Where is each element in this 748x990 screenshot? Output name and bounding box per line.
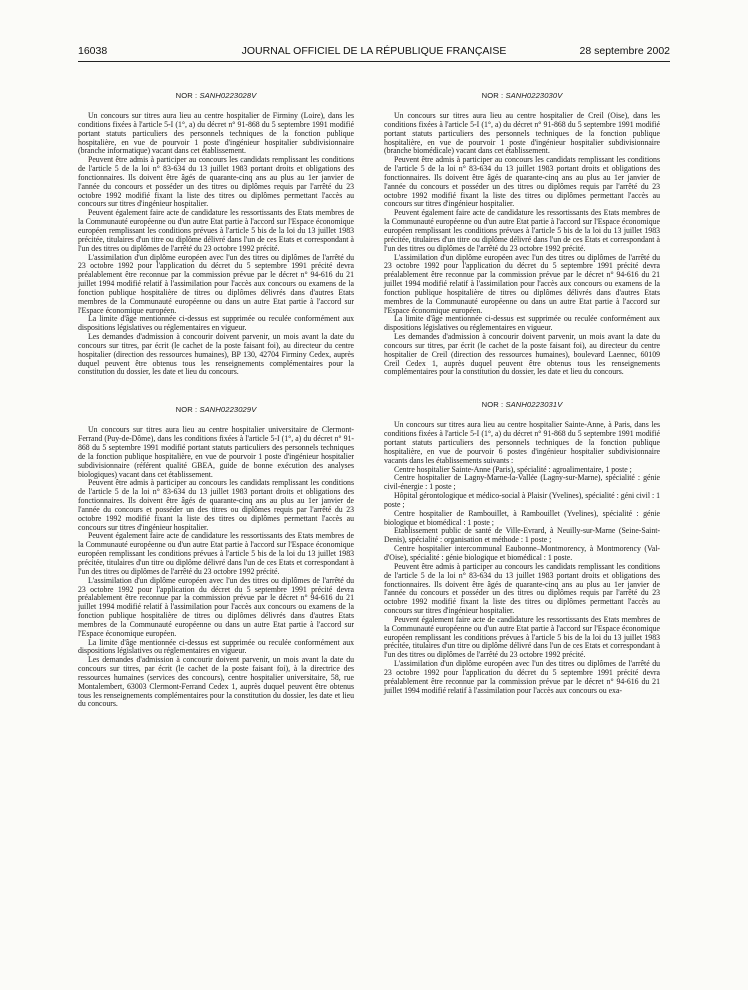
establishment-item: Centre hospitalier intercommunal Eaubonne–Montmorency, à Montmorency (Val-d'Oise), spécialité : génie biologique et biomédical : 1 poste. <box>384 544 660 562</box>
establishment-item: Centre hospitalier Sainte-Anne (Paris), spécialité : agroalimentaire, 1 poste ; <box>394 464 632 474</box>
issue-date: 28 septembre 2002 <box>579 45 670 57</box>
nor-code: SANH0223030V <box>505 91 563 100</box>
notice-paragraph: Les demandes d'admission à concourir doivent parvenir, un mois avant la date du concours sur titres, par écrit (le cachet de la poste faisant foi), au directeur du centre hospitalier (direction des ressources humaines), BP 130, 42704 Firminy Cedex, auprès duquel peuvent être obtenus tous les renseignements complémentaires pour la constitution du dossier, les date et lieu du concours. <box>78 332 354 377</box>
notice-paragraph: La limite d'âge mentionnée ci-dessus est supprimée ou reculée conformément aux dispositions législatives ou réglementaires en vigueur. <box>384 314 660 333</box>
notice-separator <box>384 377 660 399</box>
nor-label: NOR : <box>481 400 504 410</box>
notice-paragraph: Les demandes d'admission à concourir doivent parvenir, un mois avant la date du concours sur titres, par écrit (le cachet de la poste faisant foi), à la directrice des ressources humaines (services des concours), centre hospitalier universitaire, 58, rue Montalembert, 63003 Clermont-Ferrand Cedex 1, auprès duquel peuvent être obtenus tous les renseignements complémentaires pour la constitution du dossier, les date et lieu du concours. <box>78 655 354 709</box>
notice-paragraph: L'assimilation d'un diplôme européen avec l'un des titres ou diplômes de l'arrêté du 23 octobre 1992 pour l'application du décret du 5 septembre 1991 précité devra préalablement être reconnue par la commission prévue par le décret n° 94-616 du 21 juillet 1994 modifié relatif à l'assimilation pour l'accès aux concours ou examens de la fonction publique hospitalière de titres ou diplômes délivrés dans d'autres Etats membres de la Communauté européenne ou dans un autre Etat partie à l'accord sur l'Espace économique européen. <box>78 252 354 315</box>
notice-paragraph: La limite d'âge mentionnée ci-dessus est supprimée ou reculée conformément aux dispositions législatives ou réglementaires en vigueur. <box>78 314 354 333</box>
notice-paragraph: L'assimilation d'un diplôme européen avec l'un des titres ou diplômes de l'arrêté du 23 octobre 1992 pour l'application du décret du 5 septembre 1991 précité devra préalablement être reconnue par la commission prévue par le décret n° 94-616 du 21 juillet 1994 modifié relatif à l'assimilation pour l'accès aux concours ou examens de la fonction publique hospitalière de titres ou diplômes délivrés dans d'autres Etats membres de la Communauté européenne ou dans un autre Etat partie à l'accord sur l'Espace économique européen. <box>78 575 354 638</box>
notice-paragraph: L'assimilation d'un diplôme européen avec l'un des titres ou diplômes de l'arrêté du 23 octobre 1992 pour l'application du décret du 5 septembre 1991 précité devra préalablement être reconnue par la commission prévue par le décret n° 94-616 du 21 juillet 1994 modifié relatif à l'assimilation pour l'accès aux concours ou examens de la fonction publique hospitalière de titres ou diplômes délivrés dans d'autres Etats membres de la Communauté européenne ou dans un autre Etat partie à l'accord sur l'Espace économique européen. <box>384 252 660 315</box>
header-rule <box>78 61 670 62</box>
notice-sanh0223030v <box>384 90 660 377</box>
establishment-item: Centre hospitalier de Rambouillet, à Rambouillet (Yvelines), spécialité : génie biologique et biomédical : 1 poste ; <box>384 508 660 527</box>
notice-paragraph: Un concours sur titres aura lieu au centre hospitalier de Creil (Oise), dans les conditions fixées à l'article 5-I (1°, a) du décret n° 91-868 du 5 septembre 1991 modifié portant statuts particuliers des personnels techniques de la fonction publique hospitalière, en vue de pourvoir 1 poste d'ingénieur hospitalier subdivisionnaire (branche biomédicale) vacant dans cet établissement. <box>384 111 660 156</box>
notice-paragraph: Peuvent être admis à participer au concours les candidats remplissant les conditions de l'article 5 de la loi n° 83-634 du 13 juillet 1983 portant droits et obligations des fonctionnaires. Ils doivent être âgés de quarante-cinq ans au plus au 1er janvier de l'année du concours et posséder un des titres ou diplômes requis par l'arrêté du 23 octobre 1992 modifié fixant la liste des titres ou diplômes permettant l'accès au concours sur titres d'ingénieur hospitalier. <box>78 155 354 209</box>
notice-sanh0223028v <box>78 90 354 377</box>
establishment-item: Hôpital gérontologique et médico-social à Plaisir (Yvelines), spécialité : géni civil : 1 poste ; <box>384 491 660 509</box>
notice-paragraph: Peuvent également faire acte de candidature les ressortissants des Etats membres de la Communauté européenne ou d'un autre Etat partie à l'accord sur l'Espace économique européen remplissant les conditions prévues à l'article 5 bis de la loi du 13 juillet 1983 précitée, titulaires d'un titre ou diplôme délivré dans l'un de ces Etats et correspondant à l'un des titres ou diplômes de l'arrêté du 23 octobre 1992 précité. <box>78 208 354 253</box>
notice-paragraph: Les demandes d'admission à concourir doivent parvenir, un mois avant la date du concours sur titres, par écrit (le cachet de la poste faisant foi), au directeur du centre hospitalier de Creil (direction des ressources humaines), boulevard Laennec, 60109 Creil Cedex 1, auprès duquel peuvent être obtenus tous les renseignements complémentaires pour la constitution du dossier, les date et lieu du concours. <box>384 332 660 377</box>
notice-paragraph: L'assimilation d'un diplôme européen avec l'un des titres ou diplômes de l'arrêté du 23 octobre 1992 pour l'application du décret du 5 septembre 1991 précité devra préalablement être reconnue par la commission prévue par le décret n° 94-616 du 21 juillet 1994 modifié relatif à l'assimilation pour l'accès aux concours ou exa- <box>384 659 660 695</box>
nor-reference <box>78 404 354 415</box>
nor-code: SANH0223029V <box>199 405 257 415</box>
nor-reference <box>384 399 660 410</box>
notice-separator <box>78 377 354 404</box>
nor-reference <box>384 90 660 101</box>
nor-label: NOR : <box>481 91 504 100</box>
nor-label: NOR : <box>175 91 198 100</box>
nor-label: NOR : <box>175 405 198 415</box>
notice-paragraph: Peuvent être admis à participer au concours les candidats remplissant les conditions de l'article 5 de la loi n° 83-634 du 13 juillet 1983 portant droits et obligations des fonctionnaires. Ils doivent être âgés de quarante-cinq ans au plus au 1er janvier de l'année du concours et posséder un des titres ou diplômes requis par l'arrêté du 23 octobre 1992 modifié fixant la liste des titres ou diplômes permettant l'accès au concours sur titres d'ingénieur hospitalier. <box>384 155 660 209</box>
nor-code: SANH0223031V <box>505 400 563 410</box>
nor-code: SANH0223028V <box>199 91 257 100</box>
page-header <box>78 44 670 58</box>
nor-reference <box>78 90 354 101</box>
notice-sanh0223031v <box>384 399 660 695</box>
notice-paragraph: Peuvent également faire acte de candidature les ressortissants des Etats membres de la Communauté européenne ou d'un autre Etat partie à l'accord sur l'Espace économique européen remplissant les conditions prévues à l'article 5 bis de la loi du 13 juillet 1983 précitée, titulaires d'un titre ou diplôme délivré dans l'un de ces Etats et correspondant à l'un des titres ou diplômes de l'arrêté du 23 octobre 1992 précité. <box>384 614 660 660</box>
notice-paragraph: Peuvent être admis à participer au concours les candidats remplissant les conditions de l'article 5 de la loi n° 83-634 du 13 juillet 1983 portant droits et obligations des fonctionnaires. Ils doivent être âgés de quarante-cinq ans au plus au 1er janvier de l'année du concours et posséder un des titres ou diplômes requis par l'arrêté du 23 octobre 1992 modifié fixant la liste des titres ou diplômes permettant l'accès au concours sur titres d'ingénieur hospitalier. <box>384 561 660 616</box>
notice-paragraph: La limite d'âge mentionnée ci-dessus est supprimée ou reculée conformément aux dispositions législatives ou réglementaires en vigueur. <box>78 637 354 656</box>
notice-paragraph: Un concours sur titres aura lieu au centre hospitalier Sainte-Anne, à Paris, dans les conditions fixées à l'article 5-I (1°, a) du décret n° 91-868 du 5 septembre 1991 modifié portant statuts particuliers des personnels techniques de la fonction publique hospitalière, en vue de pourvoir 6 postes d'ingénieur hospitalier subdivisionnaire vacants dans les établissements suivants : <box>384 420 660 465</box>
establishment-item: Centre hospitalier de Lagny-Marne-la-Vallée (Lagny-sur-Marne), spécialité : génie civil-énergie : 1 poste ; <box>384 473 660 492</box>
journal-title: JOURNAL OFFICIEL DE LA RÉPUBLIQUE FRANÇAISE <box>241 45 507 57</box>
notice-paragraph: Peuvent également faire acte de candidature les ressortissants des Etats membres de la Communauté européenne ou d'un autre Etat partie à l'accord sur l'Espace économique européen remplissant les conditions prévues à l'article 5 bis de la loi du 13 juillet 1983 précitée, titulaires d'un titre ou diplôme délivré dans l'un de ces Etats et correspondant à l'un des titres ou diplômes de l'arrêté du 23 octobre 1992 précité. <box>384 208 660 253</box>
notice-paragraph: Peuvent être admis à participer au concours les candidats remplissant les conditions de l'article 5 de la loi n° 83-634 du 13 juillet 1983 portant droits et obligations des fonctionnaires. Ils doivent être âgés de quarante-cinq ans au plus au 1er janvier de l'année du concours et posséder un des titres ou diplômes requis par l'arrêté du 23 octobre 1992 modifié fixant la liste des titres ou diplômes permettant l'accès au concours sur titres d'ingénieur hospitalier. <box>78 478 354 532</box>
left-column <box>78 90 354 709</box>
page-number: 16038 <box>78 45 108 57</box>
establishment-item: Etablissement public de santé de Ville-Evrard, à Neuilly-sur-Marne (Seine-Saint-Denis), spécialité : organisation et méthode : 1 poste ; <box>384 526 660 545</box>
notice-sanh0223029v <box>78 404 354 709</box>
notice-paragraph: Un concours sur titres aura lieu au centre hospitalier de Firminy (Loire), dans les conditions fixées à l'article 5-I (1°, a) du décret n° 91-868 du 5 septembre 1991 modifié portant statuts particuliers des personnels techniques de la fonction publique hospitalière, en vue de pourvoir 1 poste d'ingénieur hospitalier subdivisionnaire (branche informatique) vacant dans cet établissement. <box>78 111 354 156</box>
notice-paragraph: Peuvent également faire acte de candidature les ressortissants des Etats membres de la Communauté européenne ou d'un autre Etat partie à l'accord sur l'Espace économique européen remplissant les conditions prévues à l'article 5 bis de la loi du 13 juillet 1983 précitée, titulaires d'un titre ou diplôme délivré dans l'un de ces Etats et correspondant à l'un des titres ou diplômes de l'arrêté du 23 octobre 1992 précité. <box>78 531 354 576</box>
right-column <box>384 90 660 695</box>
notice-paragraph: Un concours sur titres aura lieu au centre hospitalier universitaire de Clermont-Ferrand (Puy-de-Dôme), dans les conditions fixées à l'article 5-I (1°, a) du décret n° 91-868 du 5 septembre 1991 modifié portant statuts particuliers des personnels techniques de la fonction publique hospitalière, en vue de pourvoir 1 poste d'ingénieur hospitalier subdivisionnaire (référent qualité GBEA, guide de bonne exécution des analyses biologiques) vacant dans cet établissement. <box>78 425 354 479</box>
